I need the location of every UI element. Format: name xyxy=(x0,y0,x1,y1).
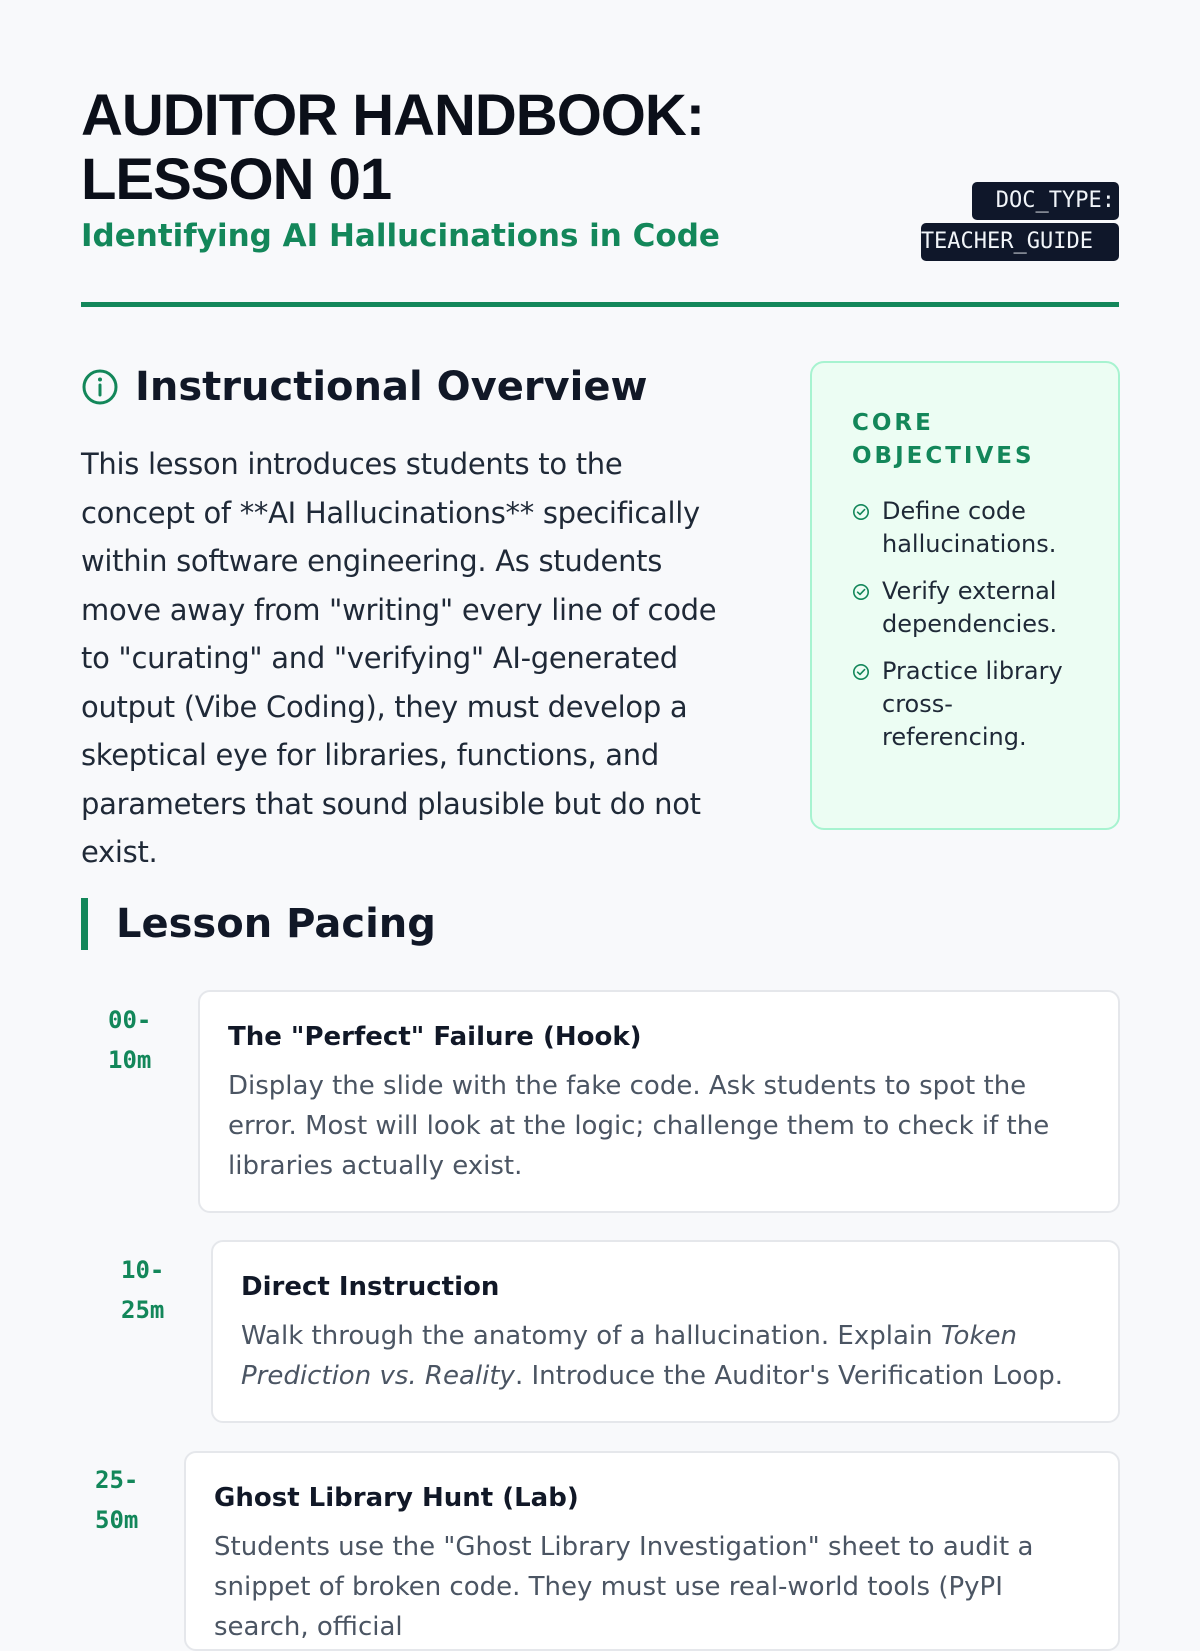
header xyxy=(81,0,1119,307)
objective-item xyxy=(852,575,1088,641)
objectives-heading: CORE OBJECTIVES xyxy=(852,410,1035,469)
title-line-1: AUDITOR HANDBOOK: xyxy=(81,83,705,148)
objective-item xyxy=(852,495,1088,561)
doc-type-label: DOC_TYPE: xyxy=(972,182,1119,220)
objective-text: Define code hallucinations. xyxy=(882,497,1057,558)
pacing-card-title: The "Perfect" Failure (Hook) xyxy=(228,1022,642,1052)
pacing-time xyxy=(121,1250,191,1330)
time-end: 10m xyxy=(108,1046,152,1074)
pacing-card-body: Students use the "Ghost Library Investigation" sheet to audit a snippet of broken code. They must use real-world tools (PyPI search, official xyxy=(214,1532,1034,1642)
doc-type-badge xyxy=(921,182,1119,261)
objective-text: Verify external dependencies. xyxy=(882,577,1058,638)
overview-heading-text: Instructional Overview xyxy=(135,364,648,410)
pacing-card-body xyxy=(241,1316,1092,1396)
time-start: 25- xyxy=(95,1466,139,1494)
pacing-time xyxy=(95,1460,165,1540)
check-circle-icon xyxy=(852,663,870,681)
core-objectives-card xyxy=(810,361,1120,830)
pacing-card-body: Display the slide with the fake code. Ask students to spot the error. Most will look at the logic; challenge them to check if the libraries actually exist. xyxy=(228,1071,1050,1181)
body-text: . Introduce the Auditor's Verification Loop. xyxy=(514,1361,1064,1391)
page-subtitle: Identifying AI Hallucinations in Code xyxy=(81,218,720,254)
title-line-2: LESSON 01 xyxy=(81,147,392,212)
check-circle-icon xyxy=(852,583,870,601)
time-end: 25m xyxy=(121,1296,165,1324)
page-title xyxy=(81,84,781,212)
body-text: Walk through the anatomy of a hallucination. Explain xyxy=(241,1321,941,1351)
pacing-card-title: Direct Instruction xyxy=(241,1272,500,1302)
pacing-card xyxy=(198,990,1120,1213)
pacing-heading: Lesson Pacing xyxy=(81,898,436,950)
pacing-card xyxy=(184,1451,1120,1651)
doc-type-value: TEACHER_GUIDE xyxy=(921,223,1119,261)
objective-item xyxy=(852,655,1088,754)
body-emphasis: Token Prediction vs. Reality xyxy=(241,1321,1017,1391)
pacing-card xyxy=(211,1240,1120,1423)
info-icon xyxy=(81,368,119,406)
objective-text: Practice library cross-referencing. xyxy=(882,657,1063,751)
overview-body: This lesson introduces students to the concept of **AI Hallucinations** specifically within software engineering. As students move away from "writing" every line of code to "curating" and "verifying" AI-generated output (Vibe Coding), they must develop a skeptical eye for libraries, functions, and parameters that sound plausible but do not exist. xyxy=(81,447,717,869)
pacing-card-title: Ghost Library Hunt (Lab) xyxy=(214,1483,579,1513)
time-start: 00- xyxy=(108,1006,152,1034)
check-circle-icon xyxy=(852,503,870,521)
time-end: 50m xyxy=(95,1506,139,1534)
overview-heading xyxy=(81,361,647,413)
time-start: 10- xyxy=(121,1256,165,1284)
pacing-time xyxy=(108,1000,178,1080)
